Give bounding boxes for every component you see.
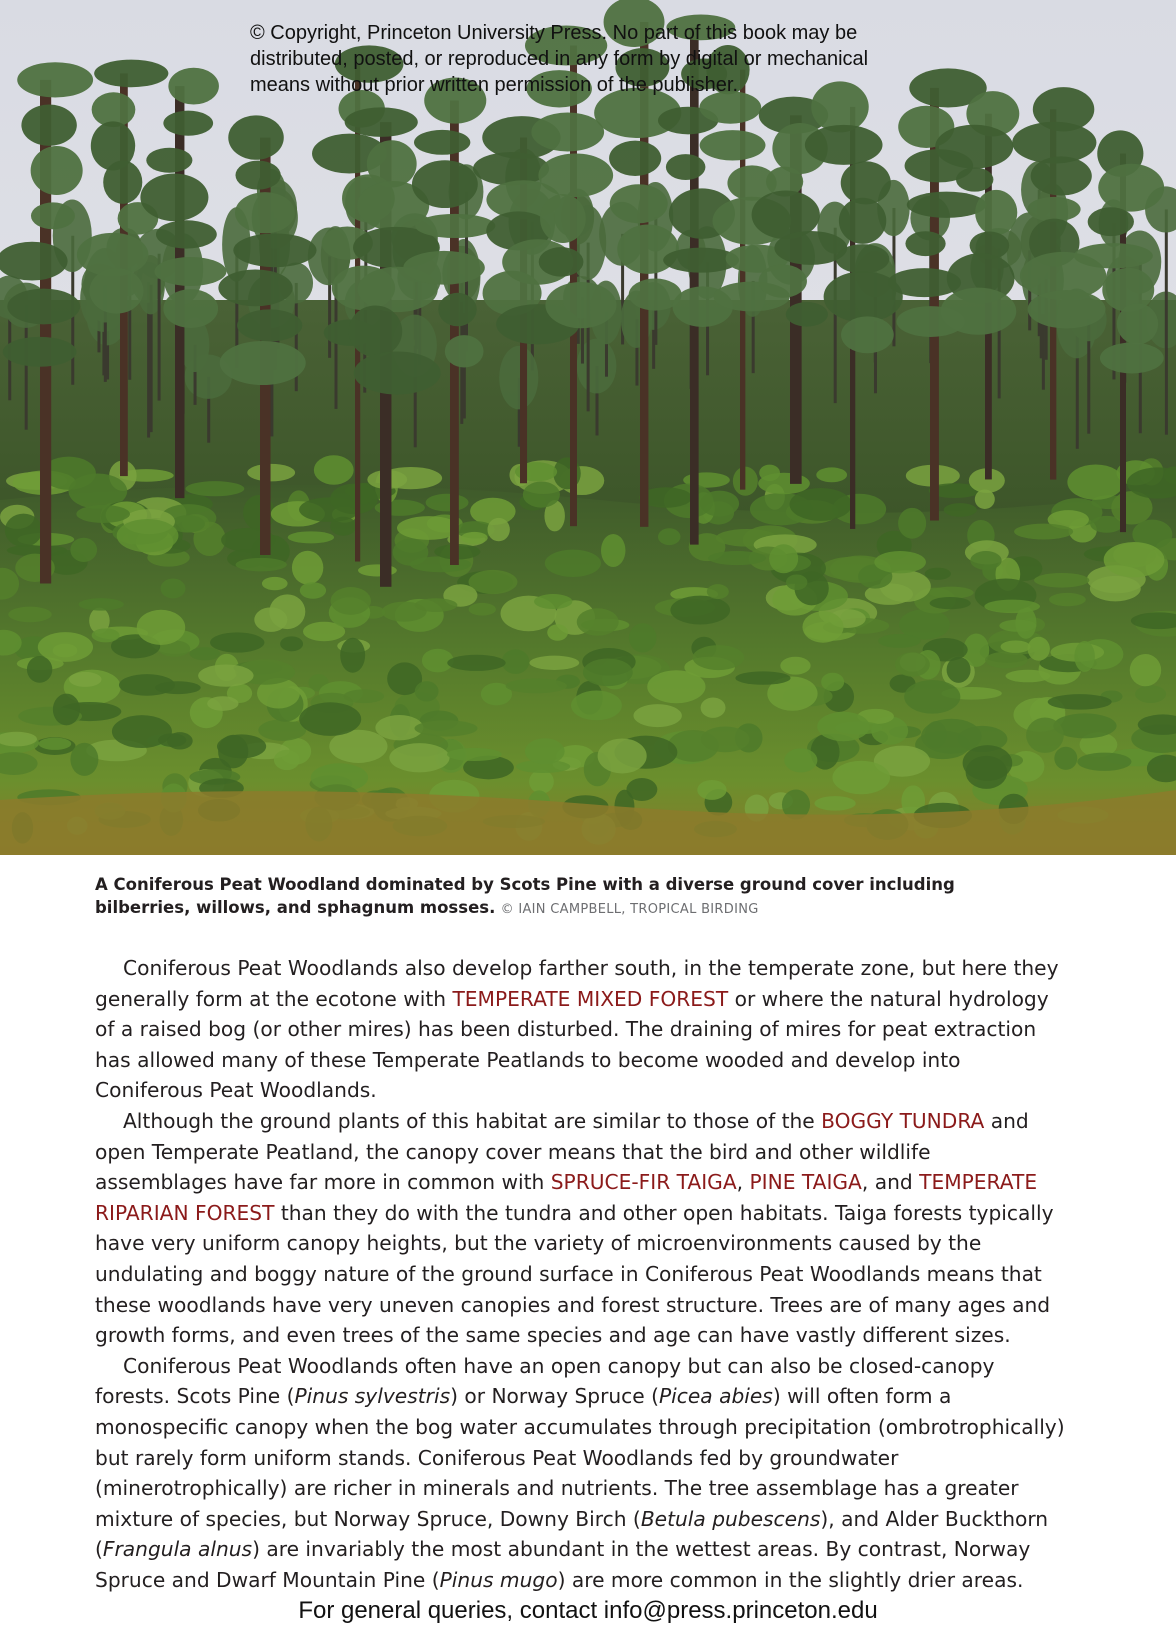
photo-caption	[95, 873, 1035, 921]
photo-credit: © IAIN CAMPBELL, TROPICAL BIRDING	[500, 902, 759, 917]
cross-reference-boggy-tundra[interactable]: BOGGY TUNDRA	[821, 1108, 985, 1133]
paragraph-1	[95, 953, 1067, 1106]
cross-reference-temperate-riparian-forest[interactable]: TEMPERATE RIPARIAN FOREST	[95, 1170, 1038, 1225]
caption-text: A Coniferous Peat Woodland dominated by Scots Pine with a diverse ground cover including bilberries, willows, and sphagnum mosses.	[95, 875, 955, 917]
text-run: and open Temperate Peatland, the canopy cover means that the bird and other wildlife assemblages have far more in common with	[95, 1108, 1029, 1195]
text-run: Coniferous Peat Woodlands often have an open canopy but can also be closed-canopy forests. Scots Pine (	[95, 1353, 995, 1409]
species-name: Pinus sylvestris	[294, 1384, 451, 1409]
copyright-notice: © Copyright, Princeton University Press. No part of this book may be distributed, posted, or reproduced in any form by digital or mechanical means without prior written permission of the publisher.	[250, 22, 869, 96]
cross-reference-temperate-mixed-forest[interactable]: TEMPERATE MIXED FOREST	[452, 986, 729, 1011]
species-name: Frangula alnus	[102, 1537, 253, 1562]
text-run: ), and Alder Buckthorn (	[95, 1506, 1049, 1562]
text-run: ) are invariably the most abundant in the wettest areas. By contrast, Norway Spruce and Dwarf Mountain Pine (	[95, 1537, 1031, 1592]
text-run: Coniferous Peat Woodlands also develop farther south, in the temperate zone, but here they generally form at the ecotone with	[95, 956, 1059, 1011]
text-run: ,	[736, 1170, 750, 1195]
text-run: , and	[861, 1170, 920, 1195]
species-name: Pinus mugo	[439, 1567, 558, 1592]
text-run: ) or Norway Spruce (	[450, 1384, 659, 1409]
body-text	[95, 953, 1067, 1595]
text-run: ) are more common in the slightly drier areas.	[557, 1567, 1024, 1592]
cross-reference-spruce-fir-taiga[interactable]: SPRUCE-FIR TAIGA	[550, 1170, 737, 1195]
text-run: Although the ground plants of this habitat are similar to those of the	[123, 1108, 822, 1133]
species-name: Betula pubescens	[640, 1506, 821, 1531]
paragraph-2	[95, 1106, 1067, 1351]
footer-contact: For general queries, contact info@press.princeton.edu	[298, 1597, 878, 1624]
text-run: or where the natural hydrology of a raised bog (or other mires) has been disturbed. The draining of mires for peat extraction has allowed many of these Temperate Peatlands to become wooded and develop into Coniferous Peat Woodlands.	[95, 986, 1049, 1103]
paragraph-3	[95, 1351, 1067, 1596]
text-run: ) will often form a monospecific canopy when the bog water accumulates through precipitation (ombrotrophically) but rarely form uniform stands. Coniferous Peat Woodlands fed by groundwater (minerotrophically) are richer in minerals and nutrients. The tree assemblage has a greater mixture of species, but Norway Spruce, Downy Birch (	[95, 1384, 1065, 1531]
cross-reference-pine-taiga[interactable]: PINE TAIGA	[749, 1170, 862, 1195]
species-name: Picea abies	[659, 1384, 773, 1409]
text-run: than they do with the tundra and other open habitats. Taiga forests typically have very uniform canopy heights, but the variety of microenvironments caused by the undulating and boggy nature of the ground surface in Coniferous Peat Woodlands means that these woodlands have very uneven canopies and forest structure. Trees are of many ages and growth forms, and even trees of the same species and age can have vastly different sizes.	[95, 1200, 1054, 1348]
